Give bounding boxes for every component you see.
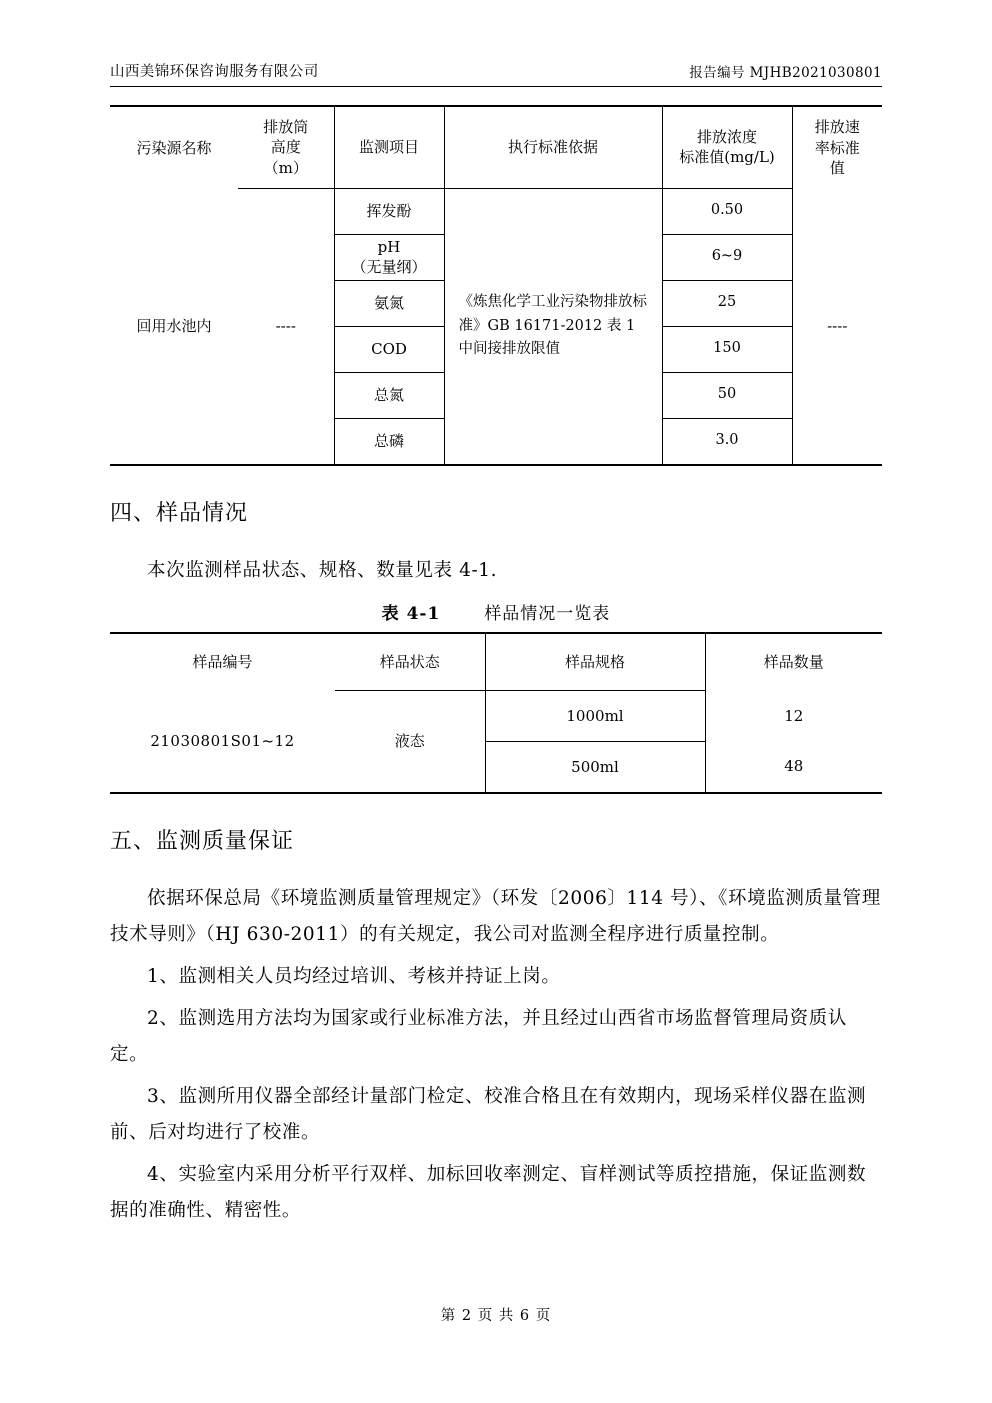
page-footer: 第 2 页 共 6 页 [440, 1308, 552, 1324]
cell-standard-basis: 《炼焦化学工业污染物排放标准》GB 16171-2012 表 1 中间接排放限值 [444, 188, 662, 465]
header-stack-height-line3: （m） [263, 158, 308, 177]
header-concentration-line2: 标准值(mg/L) [679, 148, 775, 167]
header-divider [110, 86, 882, 87]
section-5-paragraph-4: 3、监测所用仪器全部经计量部门检定、校准合格且在有效期内，现场采样仪器在监测前、后对均进行了校准。 [110, 1086, 867, 1144]
cell-item: 挥发酚 [334, 188, 444, 234]
section-4-heading: 四、样品情况 [110, 500, 249, 526]
header-rate-line1: 排放速 [814, 118, 860, 137]
cell-concentration: 25 [662, 280, 792, 326]
cell-item: 氨氮 [334, 280, 444, 326]
header-sample-spec: 样品规格 [485, 633, 705, 691]
cell-sample-spec: 500ml [485, 741, 705, 793]
header-rate-line3: 值 [829, 158, 845, 177]
cell-sample-state: 液态 [335, 690, 485, 793]
table-row [110, 188, 882, 234]
table-4-1-number: 表 4-1 [381, 603, 441, 624]
cell-item-line2: （无量纲） [351, 258, 427, 277]
header-sample-no: 样品编号 [192, 652, 253, 671]
sample-table [110, 632, 882, 794]
cell-source: 回用水池内 [136, 316, 212, 335]
report-number: 报告编号 MJHB2021030801 [689, 65, 882, 81]
table-4-1-caption [110, 599, 882, 624]
header-stack-height-line2: 高度 [270, 138, 301, 157]
cell-rate-value: ---- [827, 316, 848, 335]
cell-concentration: 150 [662, 326, 792, 372]
company-name: 山西美锦环保咨询服务有限公司 [110, 64, 319, 80]
header-stack-height [238, 106, 334, 188]
section-4-intro: 本次监测样品状态、规格、数量见表 4-1. [147, 559, 498, 581]
section-5-paragraph-3: 2、监测选用方法均为国家或行业标准方法，并且经过山西省市场监督管理局资质认定。 [110, 1008, 847, 1066]
section-5-heading: 五、监测质量保证 [110, 828, 295, 854]
cell-concentration: 0.50 [662, 188, 792, 234]
header-sample-qty: 样品数量 [763, 652, 824, 671]
cell-sample-no: 21030801S01~12 [150, 731, 295, 750]
cell-concentration: 6~9 [662, 234, 792, 280]
cell-concentration: 3.0 [662, 418, 792, 465]
header-concentration [662, 106, 792, 188]
header-item: 监测项目 [334, 106, 444, 188]
cell-concentration: 50 [662, 372, 792, 418]
table-header-row [110, 106, 882, 188]
cell-item: 总氮 [334, 372, 444, 418]
cell-item: 总磷 [334, 418, 444, 465]
cell-sample-spec: 1000ml [485, 690, 705, 741]
table-4-1-title: 样品情况一览表 [484, 603, 611, 624]
section-5-paragraph-1: 依据环保总局《环境监测质量管理规定》（环发〔2006〕114 号）、《环境监测质量管理技术导则》（HJ 630-2011）的有关规定，我公司对监测全程序进行质量控制。 [110, 887, 881, 945]
cell-sample-qty: 48 [784, 757, 804, 776]
header-rate-line2: 率标准 [814, 138, 860, 157]
header-rate [792, 106, 882, 188]
cell-item: COD [334, 326, 444, 372]
header-source: 污染源名称 [136, 138, 212, 157]
header-stack-height-line1: 排放筒 [263, 118, 309, 136]
cell-item [334, 234, 444, 280]
header-concentration-line1: 排放浓度 [696, 128, 757, 147]
header-standard: 执行标准依据 [444, 106, 662, 188]
section-5-paragraph-5: 4、实验室内采用分析平行双样、加标回收率测定、盲样测试等质控措施，保证监测数据的准确性、精密性。 [110, 1164, 867, 1222]
header-sample-state: 样品状态 [335, 633, 485, 691]
table-header-row [110, 633, 882, 691]
page-header [110, 0, 882, 81]
table-row [110, 690, 882, 741]
cell-item-line1: pH [377, 238, 401, 256]
section-5-paragraph-2: 1、监测相关人员均经过培训、考核并持证上岗。 [147, 965, 561, 987]
cell-sample-qty: 12 [784, 706, 804, 725]
emission-standard-table [110, 105, 882, 466]
cell-stack-height: ---- [238, 188, 334, 465]
